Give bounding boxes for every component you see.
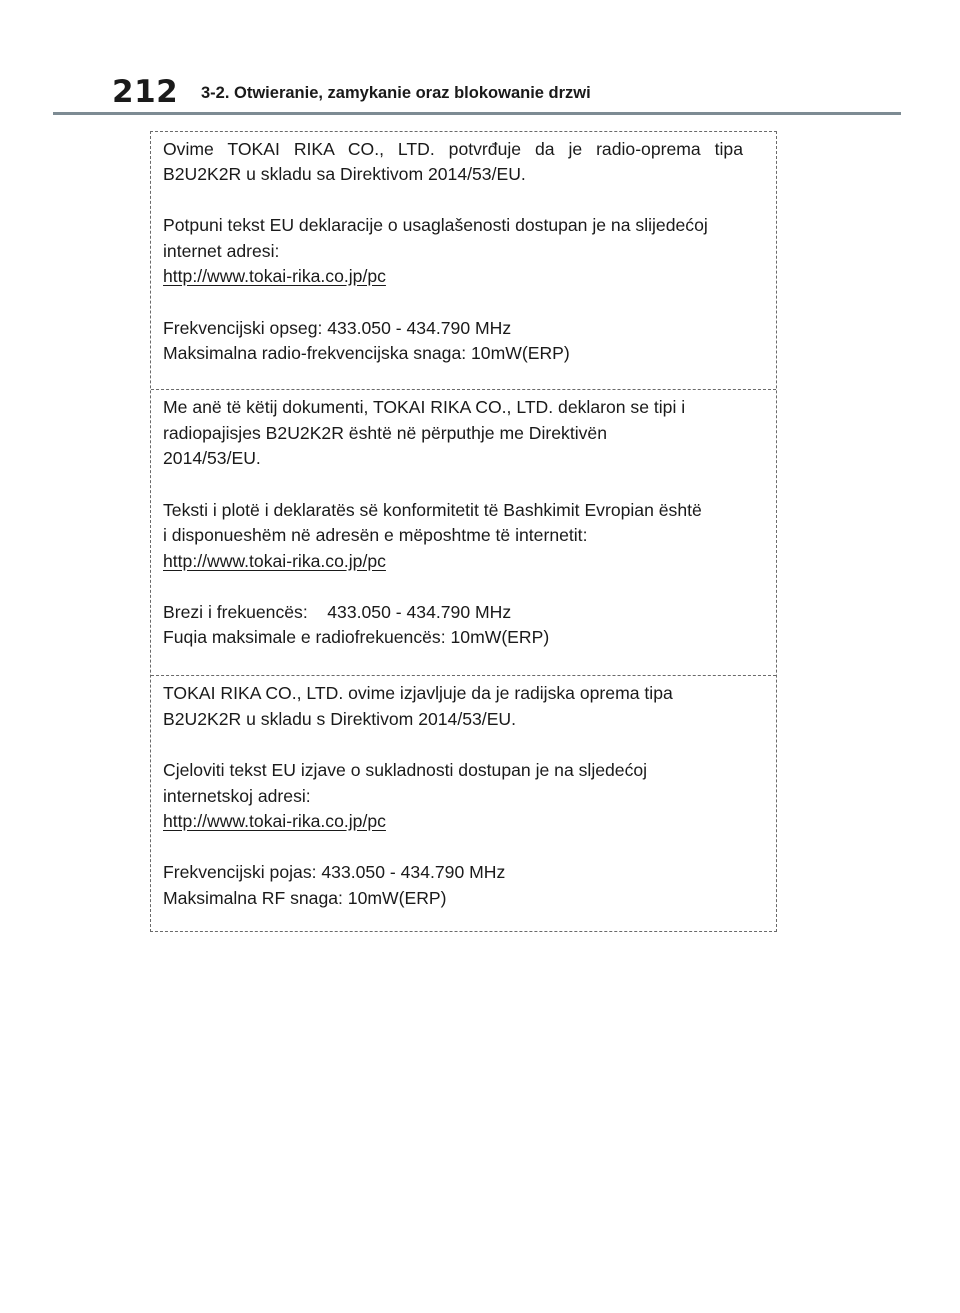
frequency-band: Brezi i frekuencës: 433.050 - 434.790 MHz: [163, 602, 512, 622]
max-power: Maksimalna radio-frekvencijska snaga: 10mW(ERP): [163, 343, 570, 363]
declaration-line: Ovime TOKAI RIKA CO., LTD. potvrđuje da je radio-oprema tipa: [163, 139, 743, 159]
section-title: 3-2. Otwieranie, zamykanie oraz blokowanie drzwi: [201, 84, 591, 102]
declaration-line: radiopajisjes B2U2K2R është në përputhje me Direktivën: [163, 423, 607, 443]
declaration-line: 2014/53/EU.: [163, 448, 261, 468]
declaration-croatian: [151, 675, 776, 931]
declaration-bosnian: [151, 132, 776, 389]
declaration-line: B2U2K2R u skladu s Direktivom 2014/53/EU.: [163, 709, 517, 729]
declaration-line: B2U2K2R u skladu sa Direktivom 2014/53/EU.: [163, 164, 526, 184]
frequency-band: Frekvencijski opseg: 433.050 - 434.790 MHz: [163, 318, 512, 338]
declaration-line: Teksti i plotë i deklaratës së konformitetit të Bashkimit Evropian është: [163, 500, 702, 520]
page-header: [0, 0, 960, 116]
declaration-line: internet adresi:: [163, 241, 280, 261]
declaration-url-link[interactable]: http://www.tokai-rika.co.jp/pc: [163, 266, 386, 286]
declaration-line: internetskoj adresi:: [163, 786, 311, 806]
declaration-line: Potpuni tekst EU deklaracije o usaglašenosti dostupan je na slijedećoj: [163, 215, 708, 235]
max-power: Maksimalna RF snaga: 10mW(ERP): [163, 888, 447, 908]
max-power: Fuqia maksimale e radiofrekuencës: 10mW(ERP): [163, 627, 550, 647]
declaration-url-link[interactable]: http://www.tokai-rika.co.jp/pc: [163, 811, 386, 831]
header-divider: [53, 112, 901, 115]
frequency-band: Frekvencijski pojas: 433.050 - 434.790 MHz: [163, 862, 506, 882]
declaration-albanian: [151, 389, 776, 675]
declaration-table: [150, 131, 777, 932]
declaration-line: i disponueshëm në adresën e mëposhtme të internetit:: [163, 525, 588, 545]
declaration-url-link[interactable]: http://www.tokai-rika.co.jp/pc: [163, 551, 386, 571]
declaration-line: Me anë të këtij dokumenti, TOKAI RIKA CO., LTD. deklaron se tipi i: [163, 397, 686, 417]
declaration-line: TOKAI RIKA CO., LTD. ovime izjavljuje da je radijska oprema tipa: [163, 683, 673, 703]
page-number: 212: [112, 74, 179, 110]
declaration-line: Cjeloviti tekst EU izjave o sukladnosti dostupan je na sljedećoj: [163, 760, 648, 780]
